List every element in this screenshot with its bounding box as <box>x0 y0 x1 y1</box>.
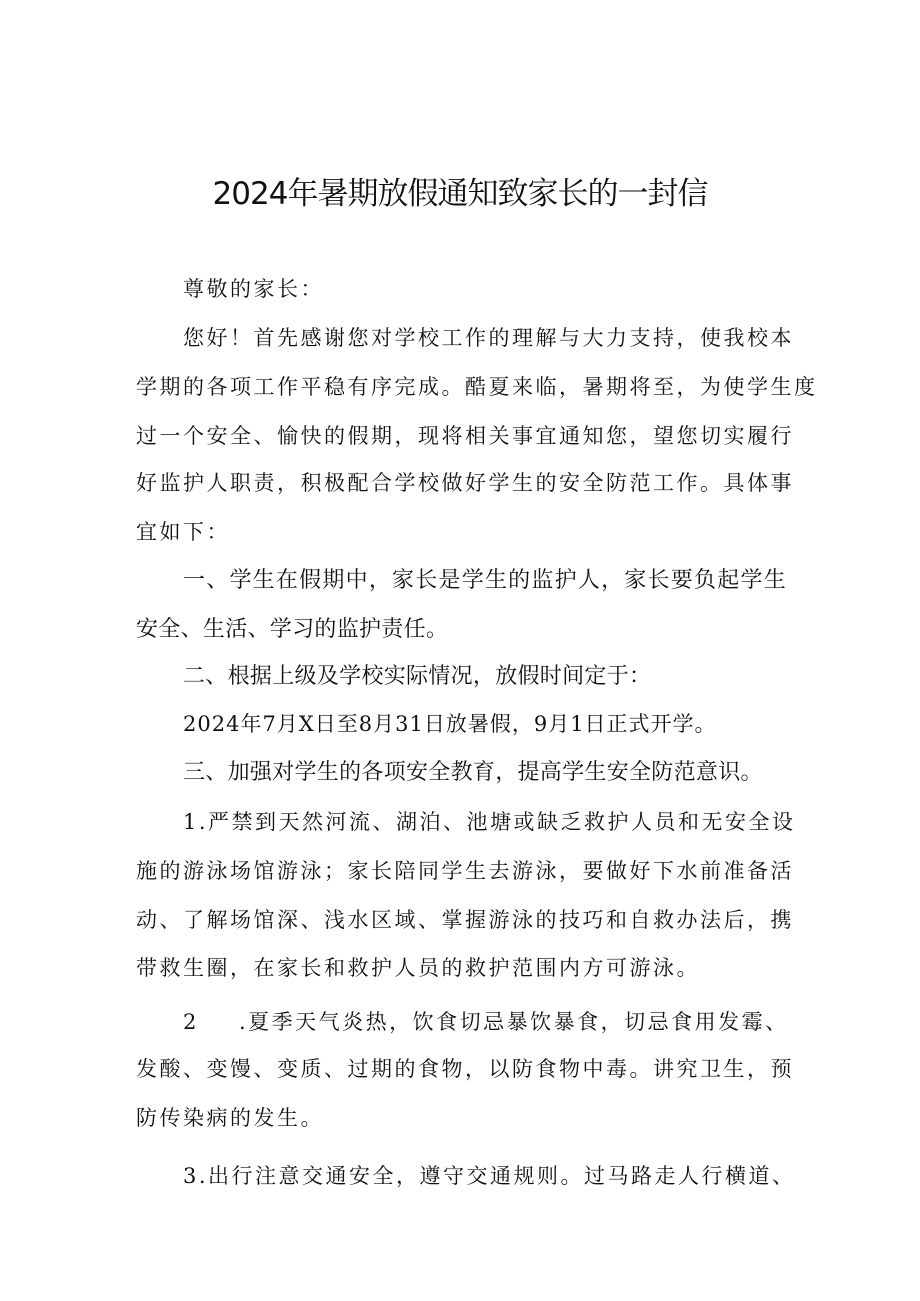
intro-line-1: 您好！首先感谢您对学校工作的理解与大力支持，使我校本 <box>183 326 794 350</box>
section-1-line-2: 安全、生活、学习的监护责任。 <box>136 617 449 642</box>
item-2-line-1 <box>183 1005 789 1039</box>
salutation: 尊敬的家长： <box>183 277 324 301</box>
item-2-number: 2 <box>183 1010 199 1034</box>
intro-line-3: 过一个安全、愉快的假期，现将相关事宜通知您，望您切实履行 <box>136 424 794 448</box>
intro-line-4: 好监护人职责，积极配合学校做好学生的安全防范工作。具体事 <box>136 471 794 495</box>
section-2-heading: 二、根据上级及学校实际情况，放假时间定于： <box>183 664 652 689</box>
intro-line-5: 宜如下： <box>136 520 230 544</box>
item-1-line-1: 1.严禁到天然河流、湖泊、池塘或缺乏救护人员和无安全设 <box>183 810 796 834</box>
item-3-line-1: 3.出行注意交通安全，遵守交通规则。过马路走人行横道、 <box>183 1164 796 1188</box>
section-1-line-1: 一、学生在假期中，家长是学生的监护人，家长要负起学生 <box>183 568 786 593</box>
item-1-line-3: 动、了解场馆深、浅水区域、掌握游泳的技巧和自救办法后，携 <box>136 908 794 932</box>
item-2-line-2: 发酸、变馒、变质、过期的食物，以防食物中毒。讲究卫生，预 <box>136 1057 794 1081</box>
section-3-heading: 三、加强对学生的各项安全教育，提高学生安全防范意识。 <box>183 760 763 785</box>
item-1-line-4: 带救生圈，在家长和救护人员的救护范围内方可游泳。 <box>136 956 700 980</box>
section-2-dates: 2024年7月X日至8月31日放暑假，9月1日正式开学。 <box>183 712 717 736</box>
item-1-line-2: 施的游泳场馆游泳；家长陪同学生去游泳，要做好下水前准备活 <box>136 859 794 883</box>
item-2-line-1-text: .夏季天气炎热，饮食切忌暴饮暴食，切忌食用发霉、 <box>239 1010 789 1034</box>
document-title: 2024年暑期放假通知致家长的一封信 <box>212 176 708 212</box>
item-2-line-3: 防传染病的发生。 <box>136 1106 324 1130</box>
intro-line-2: 学期的各项工作平稳有序完成。酷夏来临，暑期将至，为使学生度 <box>136 375 818 399</box>
